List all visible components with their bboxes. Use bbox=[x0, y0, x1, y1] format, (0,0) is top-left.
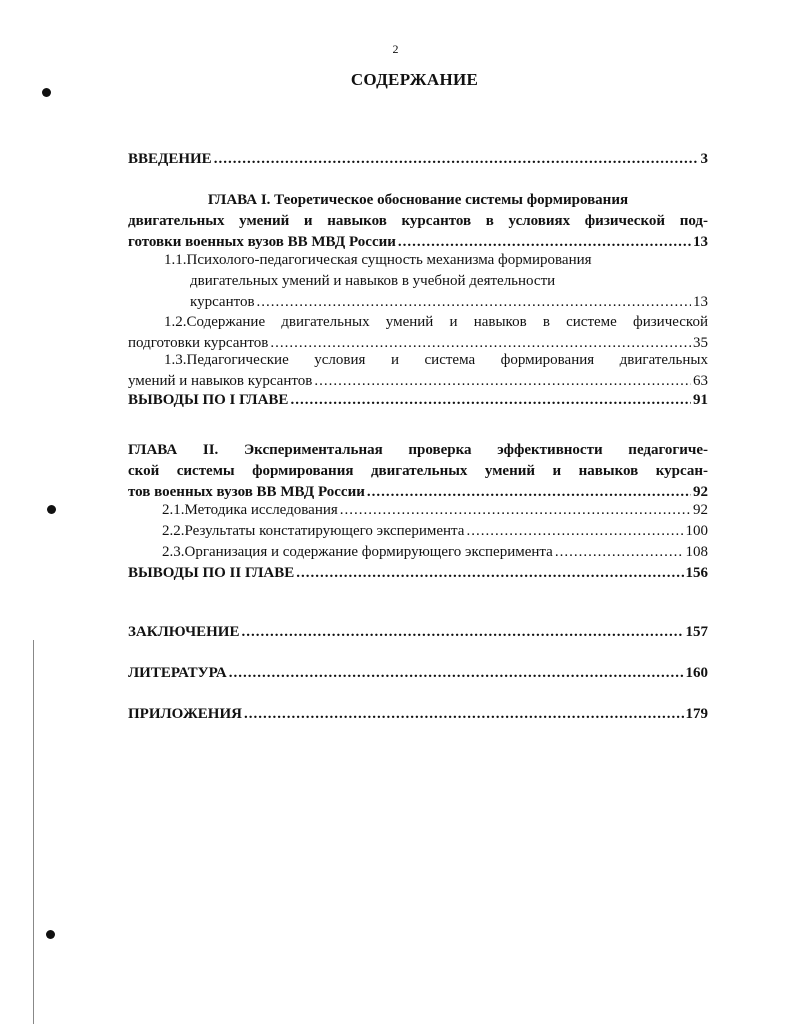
toc-page: 100 bbox=[685, 523, 708, 539]
scan-edge-line bbox=[33, 640, 34, 1024]
chapter-1-line-2: двигательных умений и навыков курсантов в условиях физической под- bbox=[128, 213, 708, 229]
chapter-1-line-1: ГЛАВА I. Теоретическое обоснование системы формирования bbox=[207, 192, 629, 208]
toc-chapter-2[interactable] bbox=[128, 440, 708, 503]
leader-dots bbox=[241, 622, 683, 643]
toc-section-1-2[interactable] bbox=[128, 312, 708, 354]
leader-dots bbox=[314, 371, 691, 392]
toc-page: 156 bbox=[685, 565, 708, 581]
toc-page: 13 bbox=[693, 234, 708, 250]
toc-label: ВВЕДЕНИЕ bbox=[128, 151, 212, 167]
leader-dots bbox=[340, 500, 691, 521]
chapter-1-line-3: готовки военных вузов ВВ МВД России bbox=[128, 234, 396, 250]
toc-page: 92 bbox=[693, 484, 708, 500]
toc-section-1-3[interactable] bbox=[128, 350, 708, 392]
toc-chapter-2-conclusions[interactable] bbox=[128, 563, 708, 584]
leader-dots bbox=[257, 292, 691, 313]
toc-page: 91 bbox=[693, 392, 708, 408]
toc-chapter-1[interactable] bbox=[128, 190, 708, 253]
leader-dots bbox=[244, 704, 684, 725]
toc-section-2-3[interactable] bbox=[162, 542, 708, 563]
toc-section-2-2[interactable] bbox=[162, 521, 708, 542]
toc-entry-intro[interactable] bbox=[128, 149, 708, 170]
leader-dots bbox=[466, 521, 683, 542]
toc-page: 3 bbox=[700, 151, 708, 167]
toc-label: 2.2.Результаты констатирующего эксперимента bbox=[162, 523, 465, 539]
punch-hole-mark bbox=[42, 88, 51, 97]
section-1-1-line-2: двигательных умений и навыков в учебной деятельности bbox=[190, 273, 556, 289]
leader-dots bbox=[555, 542, 684, 563]
leader-dots bbox=[229, 663, 684, 684]
toc-page: 92 bbox=[693, 502, 708, 518]
toc-page: 108 bbox=[685, 544, 708, 560]
section-1-1-line-1: 1.1.Психолого-педагогическая сущность механизма формирования bbox=[164, 252, 592, 268]
section-1-3-line-1: 1.3.Педагогические условия и система формирования двигательных bbox=[164, 352, 708, 368]
section-1-2-line-1: 1.2.Содержание двигательных умений и навыков в системе физической bbox=[164, 314, 708, 330]
section-1-1-line-3: курсантов bbox=[190, 294, 255, 310]
chapter-2-line-3: тов военных вузов ВВ МВД России bbox=[128, 484, 365, 500]
toc-label: ЗАКЛЮЧЕНИЕ bbox=[128, 624, 240, 640]
leader-dots bbox=[214, 149, 699, 170]
toc-section-2-1[interactable] bbox=[162, 500, 708, 521]
section-1-3-line-2: умений и навыков курсантов bbox=[128, 373, 313, 389]
chapter-2-line-2: ской системы формирования двигательных умений и навыков курсан- bbox=[128, 463, 708, 479]
chapter-2-line-1: ГЛАВА II. Экспериментальная проверка эффективности педагогиче- bbox=[128, 442, 708, 458]
toc-entry-appendices[interactable] bbox=[128, 704, 708, 725]
toc-page: 179 bbox=[685, 706, 708, 722]
toc-label: 2.3.Организация и содержание формирующего эксперимента bbox=[162, 544, 553, 560]
toc-label: ВЫВОДЫ ПО II ГЛАВЕ bbox=[128, 565, 295, 581]
leader-dots bbox=[290, 390, 691, 411]
toc-page: 157 bbox=[685, 624, 708, 640]
toc-label: 2.1.Методика исследования bbox=[162, 502, 338, 518]
toc-label: ВЫВОДЫ ПО I ГЛАВЕ bbox=[128, 392, 289, 408]
toc-page: 35 bbox=[693, 335, 708, 351]
section-1-2-line-2: подготовки курсантов bbox=[128, 335, 269, 351]
toc-entry-conclusion[interactable] bbox=[128, 622, 708, 643]
punch-hole-mark bbox=[47, 505, 56, 514]
toc-section-1-1[interactable] bbox=[128, 250, 708, 313]
leader-dots bbox=[296, 563, 683, 584]
toc-label: ПРИЛОЖЕНИЯ bbox=[128, 706, 242, 722]
toc-page: 13 bbox=[693, 294, 708, 310]
punch-hole-mark bbox=[46, 930, 55, 939]
toc-chapter-1-conclusions[interactable] bbox=[128, 390, 708, 411]
page-number: 2 bbox=[392, 42, 399, 56]
page-title: СОДЕРЖАНИЕ bbox=[350, 70, 479, 89]
toc-page: 63 bbox=[693, 373, 708, 389]
toc-entry-literature[interactable] bbox=[128, 663, 708, 684]
toc-page: 160 bbox=[685, 665, 708, 681]
toc-label: ЛИТЕРАТУРА bbox=[128, 665, 227, 681]
